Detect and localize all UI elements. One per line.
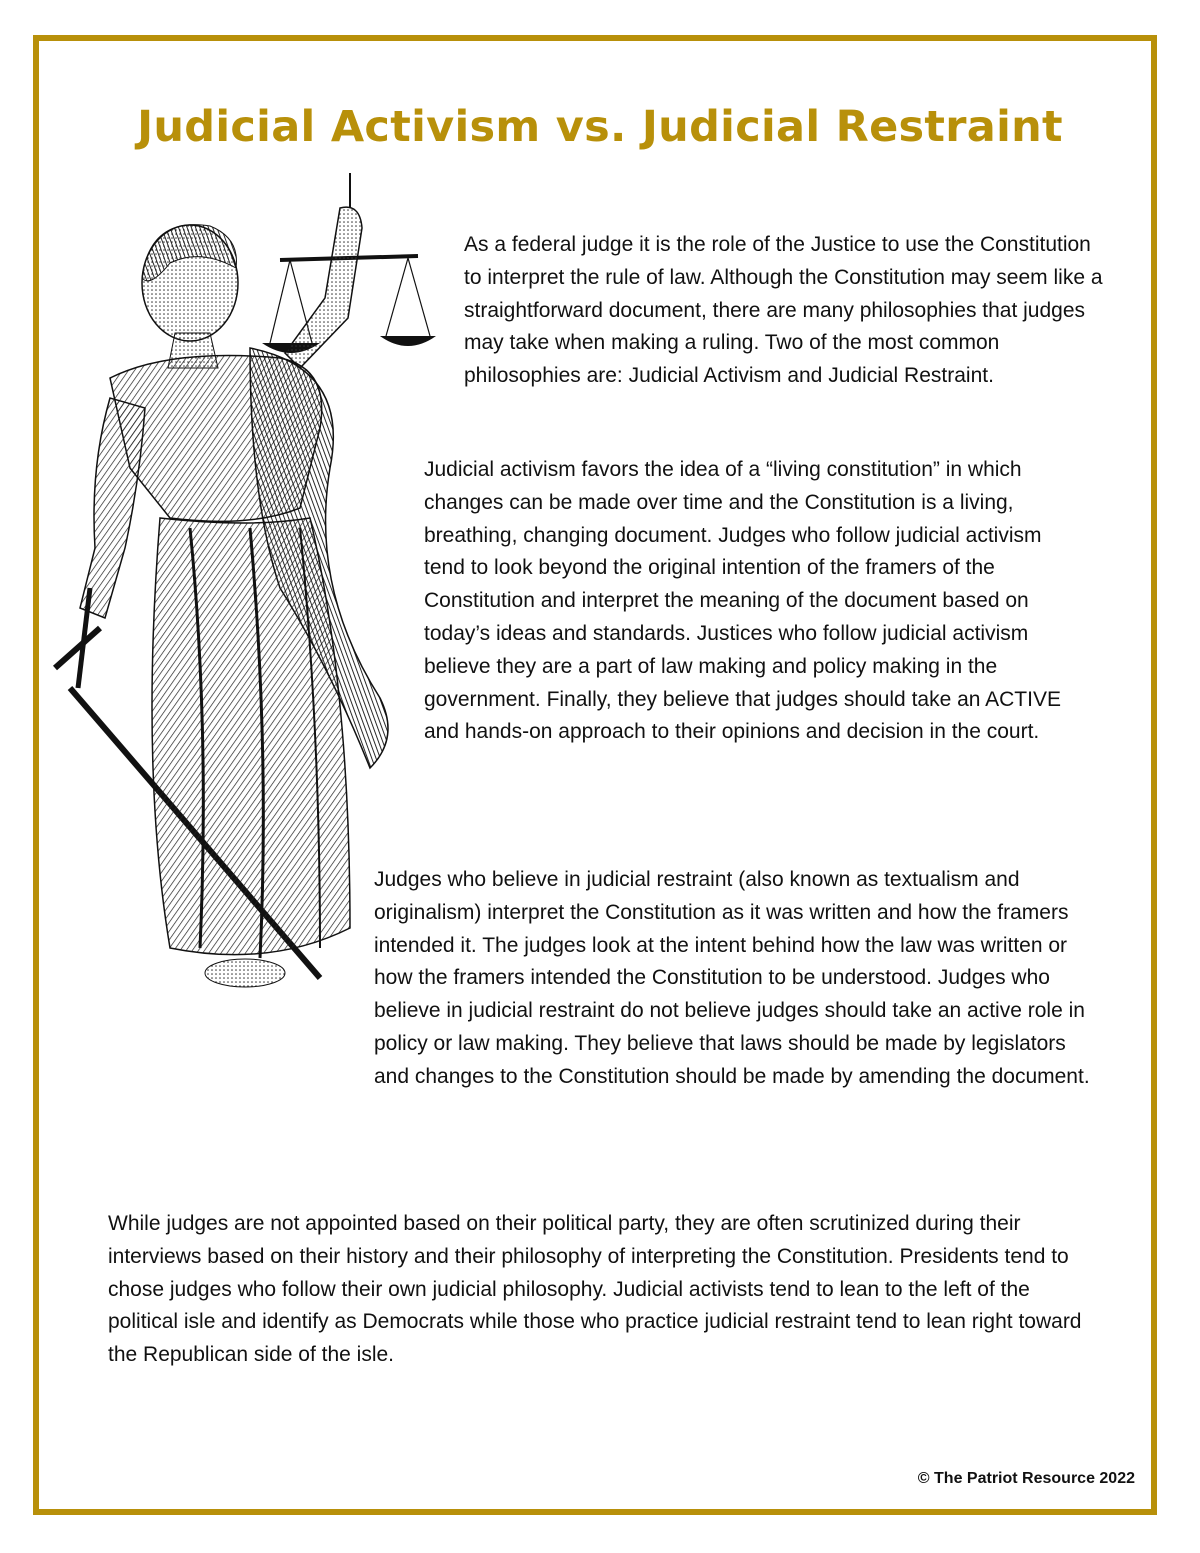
political-context-paragraph: While judges are not appointed based on their political party, they are often scrutinized during their interviews based on their history and their philosophy of interpreting the Constitution. Presidents tend to chose judges who follow their own judicial philosophy. Judicial activists tend to lean to the left of the political isle and identify as Democrats while those who practice judicial restraint tend to lean right toward the Republican side of the isle.	[108, 1212, 1082, 1367]
intro-paragraph: As a federal judge it is the role of the Justice to use the Constitution to interpret the rule of law. Although the Constitution may seem like a straightforward document, there are many philosophies that judges may take when making a ruling. Two of the most common philosophies are: Judicial Activism and Judicial Restraint.	[464, 233, 1103, 388]
page-title: Judicial Activism vs. Judicial Restraint	[137, 102, 1063, 152]
copyright-notice: © The Patriot Resource 2022	[917, 1470, 1135, 1487]
judicial-restraint-paragraph: Judges who believe in judicial restraint (also known as textualism and originalism) interpret the Constitution as it was written and how the framers intended it. The judges look at the intent behind how the law was written or how the framers intended the Constitution to be understood. Judges who believe in judicial restraint do not believe judges should take an active role in policy or law making. They believe that laws should be made by legislators and changes to the Constitution should be made by amending the document.	[374, 868, 1090, 1088]
judicial-activism-paragraph: Judicial activism favors the idea of a “living constitution” in which changes can be made over time and the Constitution is a living, breathing, changing document. Judges who follow judicial activism tend to look beyond the original intention of the framers of the Constitution and interpret the meaning of the document based on today’s ideas and standards. Justices who follow judicial activism believe they are a part of law making and policy making in the government. Finally, they believe that judges should take an ACTIVE and hands-on approach to their opinions and decision in the court.	[424, 458, 1061, 744]
